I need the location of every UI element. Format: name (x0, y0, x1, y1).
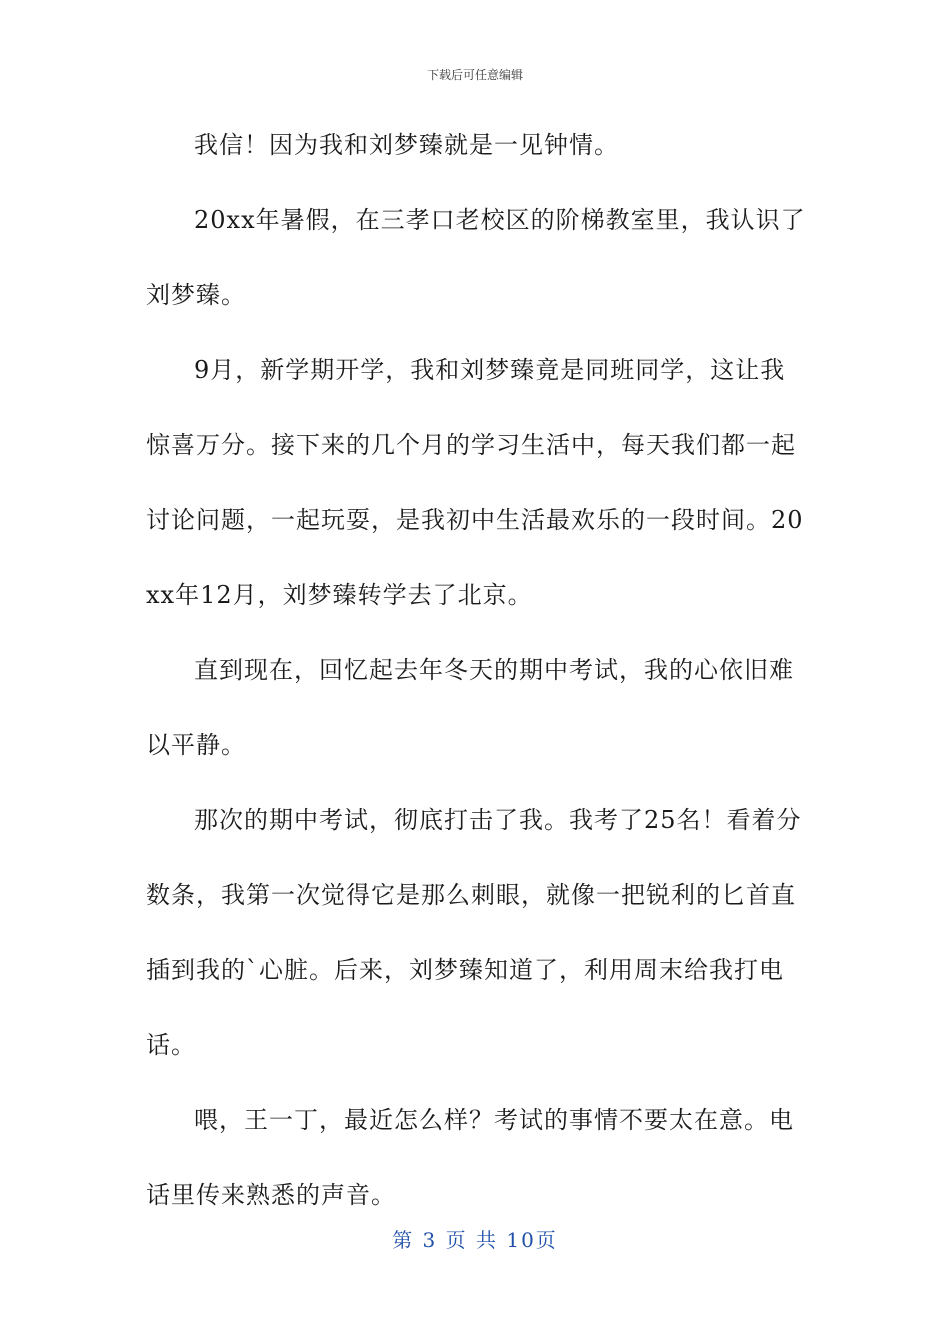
paragraph: 9月，新学期开学，我和刘梦臻竟是同班同学，这让我惊喜万分。接下来的几个月的学习生活中，每天我们都一起讨论问题，一起玩耍，是我初中生活最欢乐的一段时间。20xx年12月，刘梦臻转学去了北京。 (146, 356, 804, 609)
paragraph: 20xx年暑假，在三孝口老校区的阶梯教室里，我认识了刘梦臻。 (146, 206, 806, 309)
paragraph: 那次的期中考试，彻底打击了我。我考了25名！看着分数条，我第一次觉得它是那么刺眼，就像一把锐利的匕首直插到我的`心脏。后来，刘梦臻知道了，利用周末给我打电话。 (146, 806, 802, 1059)
page-header: 下载后可任意编辑 (426, 68, 523, 82)
document-body (146, 108, 806, 1233)
paragraph: 我信！因为我和刘梦臻就是一见钟情。 (194, 131, 619, 159)
page-number-footer: 第 3 页 共 10页 (392, 1228, 558, 1252)
paragraph: 喂，王一丁，最近怎么样？考试的事情不要太在意。电话里传来熟悉的声音。 (146, 1106, 794, 1209)
paragraph: 直到现在，回忆起去年冬天的期中考试，我的心依旧难以平静。 (146, 656, 794, 759)
